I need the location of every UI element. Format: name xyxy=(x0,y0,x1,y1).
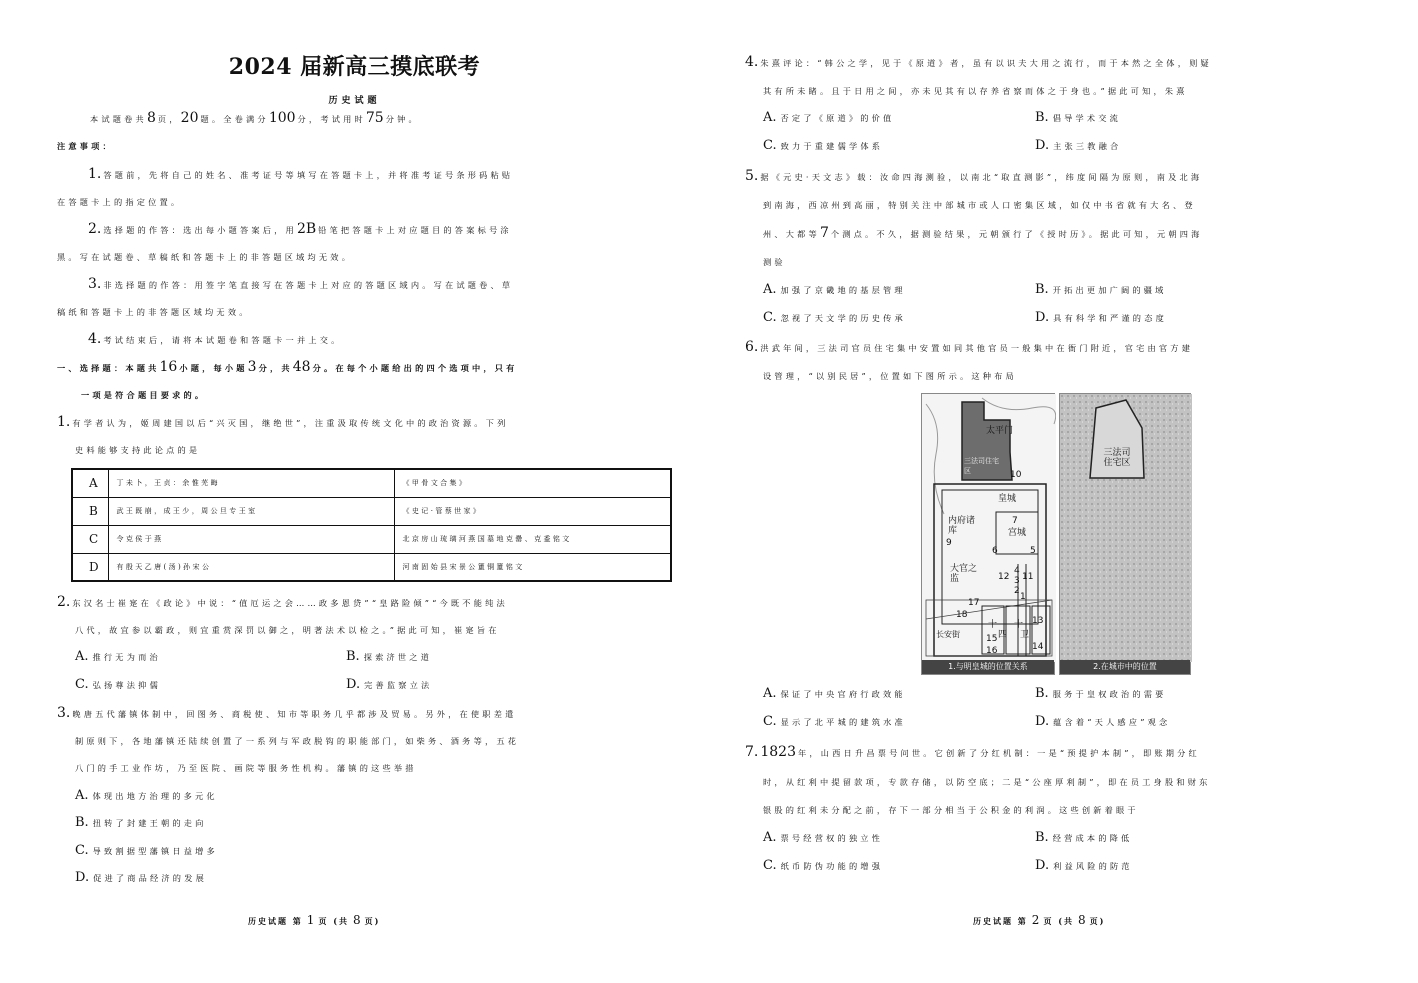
q1-source-table xyxy=(71,468,672,582)
q3-option-a[interactable]: A. 体现出地方治理的多元化 xyxy=(75,788,218,803)
map-number: 16 xyxy=(986,646,998,656)
q3-option-d[interactable]: D. 促进了商品经济的发展 xyxy=(75,870,207,885)
table-row xyxy=(72,525,671,553)
q1-row-key: D xyxy=(72,553,108,581)
map-number: 9 xyxy=(946,538,952,548)
q1-stem-line-1: 1. 有学者认为，姬周建国以后“兴灭国，继绝世”，注重汲取传统文化中的政治资源。下列 xyxy=(57,414,509,430)
q6-option-c[interactable]: C. 显示了北平城的建筑水准 xyxy=(763,714,906,729)
page-footer: 历史试题 第 2 页 (共 8 页) xyxy=(973,913,1106,927)
map-label-palace-city: 宫城 xyxy=(1008,528,1027,538)
map-number: 5 xyxy=(1030,546,1036,556)
q1-row-text: 武王既崩，成王少，周公旦专王室 xyxy=(108,497,394,525)
map-label-taiping-gate: 太平门 xyxy=(986,426,1014,436)
note-4-line-1: 4. 考试结束后，请将本试题卷和答题卡一并上交。 xyxy=(88,331,343,347)
q4-option-b[interactable]: B. 倡导学术交流 xyxy=(1035,110,1122,125)
q6-option-d[interactable]: D. 蕴含着“天人感应”观念 xyxy=(1035,714,1171,729)
q4-option-d[interactable]: D. 主张三教融合 xyxy=(1035,138,1122,153)
map-label-block-a: 十 xyxy=(988,620,998,630)
map-city-location xyxy=(1059,393,1191,675)
q6-figure xyxy=(921,393,1191,675)
q2-stem-line-1: 2. 东汉名士崔寔在《政论》中说：“值厄运之会……政多恩贷”“皇路险倾”“今既不能纯法 xyxy=(57,594,508,610)
q3-stem-line-1: 3. 晚唐五代藩镇体制中，回图务、商税使、知市等职务几乎都涉及贸易。另外，在使职差遣 xyxy=(57,705,517,721)
map-label-block-b: 四 xyxy=(998,630,1008,640)
table-row xyxy=(72,469,671,497)
note-2-line-2: 黑。写在试题卷、草稿纸和答题卡上的非答题区域均无效。 xyxy=(57,252,354,262)
q1-row-key: B xyxy=(72,497,108,525)
section-heading-line-1: 一、选择题：本题共16 小题，每小题3 分，共48 分。在每个小题给出的四个选项中，只有 xyxy=(57,359,518,375)
map-number: 12 xyxy=(998,572,1010,582)
q7-stem-line-2: 时，从红利中提留款项，专款存储，以防空底；二是“公座厚利制”，即在员工身股和财东 xyxy=(763,777,1211,787)
page-footer: 历史试题 第 1 页 (共 8 页) xyxy=(248,913,381,927)
map-label-sanfasi-residence-b: 三法司住宅区 xyxy=(1103,448,1131,468)
q1-row-key: A xyxy=(72,469,108,497)
q5-option-a[interactable]: A. 加强了京畿地的基层管理 xyxy=(763,282,906,297)
notes-heading: 注意事项： xyxy=(57,141,114,151)
map-number: 10 xyxy=(1010,470,1022,480)
q5-option-b[interactable]: B. 开拓出更加广阔的疆域 xyxy=(1035,282,1167,297)
q6-option-b[interactable]: B. 服务于皇权政治的需要 xyxy=(1035,686,1167,701)
q4-option-c[interactable]: C. 致力于重建儒学体系 xyxy=(763,138,884,153)
section-heading-line-2: 一项是符合题目要求的。 xyxy=(81,390,207,400)
map-city-location-drawing xyxy=(1060,394,1192,662)
q1-row-source: 河南固始县宋景公簠铜簠铭文 xyxy=(394,553,671,581)
q1-row-text: 有殷天乙唐(汤)孙宋公 xyxy=(108,553,394,581)
q1-row-text: 令克侯于燕 xyxy=(108,525,394,553)
table-row xyxy=(72,553,671,581)
map-number: 2 xyxy=(1014,586,1020,596)
map-label-sanfasi-residence: 三法司住宅区 xyxy=(964,457,999,475)
map-number: 17 xyxy=(968,598,980,608)
map-number: 7 xyxy=(1012,516,1018,526)
q2-option-d[interactable]: D. 完善监察立法 xyxy=(346,677,433,692)
map-number: 4 xyxy=(1014,566,1020,576)
q5-option-c[interactable]: C. 忽视了天文学的历史传承 xyxy=(763,310,906,325)
q1-row-source: 《史记·管蔡世家》 xyxy=(394,497,671,525)
q1-row-text: 丁未卜，王贞：余惟芜晦 xyxy=(108,469,394,497)
q7-option-a[interactable]: A. 票号经营权的独立性 xyxy=(763,830,884,845)
q1-row-key: C xyxy=(72,525,108,553)
q3-stem-line-2: 制原则下，各地藩镇还陆续创置了一系列与军政脱钩的职能部门，如柴务、酒务等，五花 xyxy=(75,736,520,746)
q6-stem-line-1: 6. 洪武年间，三法司官员住宅集中安置如同其他官员一般集中在衙门附近，官宅由官方建 xyxy=(745,339,1194,355)
map-caption-left: 1.与明皇城的位置关系 xyxy=(922,660,1054,674)
note-2-line-1: 2. 选择题的作答：选出每小题答案后，用2B 铅笔把答题卡上对应题目的答案标号涂 xyxy=(88,221,512,237)
map-number: 14 xyxy=(1032,642,1044,652)
q1-row-source: 北京房山琉璃河燕国墓地克罍、克盉铭文 xyxy=(394,525,671,553)
q4-stem-line-2: 其有所未睹。且于日用之间，亦未见其有以存养省察而体之于身也。”据此可知，朱熹 xyxy=(763,86,1188,96)
map-number: 18 xyxy=(956,610,968,620)
q4-stem-line-1: 4. 朱熹评论：“韩公之学，见于《原道》者，虽有以识夫大用之流行，而于本然之全体，则疑 xyxy=(745,54,1212,70)
q6-option-a[interactable]: A. 保证了中央官府行政效能 xyxy=(763,686,906,701)
map-number: 11 xyxy=(1022,572,1034,582)
q3-option-c[interactable]: C. 导致割据型藩镇日益增多 xyxy=(75,843,218,858)
note-3-line-1: 3. 非选择题的作答：用签字笔直接写在答题卡上对应的答题区域内。写在试题卷、草 xyxy=(88,276,514,292)
map-caption-right: 2.在城市中的位置 xyxy=(1060,660,1190,674)
map-number: 15 xyxy=(986,634,998,644)
exam-title: 2024 届新高三摸底联考 xyxy=(228,54,481,80)
q4-option-a[interactable]: A. 否定了《原道》的价值 xyxy=(763,110,895,125)
q7-option-d[interactable]: D. 利益风险的防范 xyxy=(1035,858,1133,873)
map-label-imperial-city: 皇城 xyxy=(998,494,1017,504)
q2-option-c[interactable]: C. 弘扬尊法抑儒 xyxy=(75,677,161,692)
q5-stem-line-4: 测验 xyxy=(763,257,786,267)
map-number: 1 xyxy=(1020,592,1026,602)
q7-option-c[interactable]: C. 纸币防伪功能的增强 xyxy=(763,858,884,873)
note-3-line-2: 稿纸和答题卡上的非答题区域均无效。 xyxy=(57,307,251,317)
q2-stem-line-2: 八代，故宜参以霸政，则宜重赏深罚以御之，明著法术以检之。”据此可知，崔寔旨在 xyxy=(75,625,500,635)
q3-stem-line-3: 八门的手工业作坊，乃至医院、画院等服务性机构。藩镇的这些举措 xyxy=(75,763,417,773)
map-label-changan-street: 长安街 xyxy=(936,630,960,639)
q5-stem-line-2: 到南海，西凉州到高丽，特别关注中部城市或人口密集区域，如仅中书省就有大名、登 xyxy=(763,200,1196,210)
map-label-eunuch-office: 大官之监 xyxy=(950,564,978,584)
note-1-line-2: 在答题卡上的指定位置。 xyxy=(57,197,183,207)
q7-stem-line-3: 银股的红利未分配之前，存下一部分相当于公积金的利润。这些创新着眼于 xyxy=(763,805,1139,815)
q5-stem-line-3: 州、大都等7 个测点。不久，据测验结果，元朝颁行了《授时历》。据此可知，元朝四海 xyxy=(763,225,1203,241)
table-row xyxy=(72,497,671,525)
q6-stem-line-2: 设管理，“以别民居”，位置如下图所示。这种布局 xyxy=(763,371,1017,381)
exam-intro: 本试题卷共8 页，20 题。全卷满分100 分，考试用时75 分钟。 xyxy=(90,110,420,126)
q7-stem-line-1: 7. 1823 年，山西日升昌票号问世。它创新了分红机制：一是“预提护本制”，即账期分红 xyxy=(745,744,1200,760)
q5-option-d[interactable]: D. 具有科学和严谨的态度 xyxy=(1035,310,1167,325)
q2-option-a[interactable]: A. 推行无为而治 xyxy=(75,649,161,664)
map-label-inner-storehouses: 内府诸库 xyxy=(948,516,976,536)
map-label-block-d: 卫 xyxy=(1020,630,1030,640)
q5-stem-line-1: 5. 据《元史·天文志》载：汝命四海测验，以南北“取直测影”，纬度间隔为原则，南及北海 xyxy=(745,168,1203,184)
q1-row-source: 《甲骨文合集》 xyxy=(394,469,671,497)
q2-option-b[interactable]: B. 探索济世之道 xyxy=(346,649,433,664)
q1-stem-line-2: 史料能够支持此论点的是 xyxy=(75,445,201,455)
map-number: 13 xyxy=(1032,616,1044,626)
map-imperial-city xyxy=(921,393,1055,675)
q7-option-b[interactable]: B. 经营成本的降低 xyxy=(1035,830,1133,845)
note-1-line-1: 1. 答题前，先将自己的姓名、准考证号等填写在答题卡上，并将准考证号条形码粘贴 xyxy=(88,166,514,182)
map-number: 6 xyxy=(992,546,998,556)
q3-option-b[interactable]: B. 扭转了封建王朝的走向 xyxy=(75,815,207,830)
subject-heading: 历史试题 xyxy=(328,96,381,106)
map-number: 3 xyxy=(1014,576,1020,586)
map-label-block-c: 十 xyxy=(1014,620,1024,630)
